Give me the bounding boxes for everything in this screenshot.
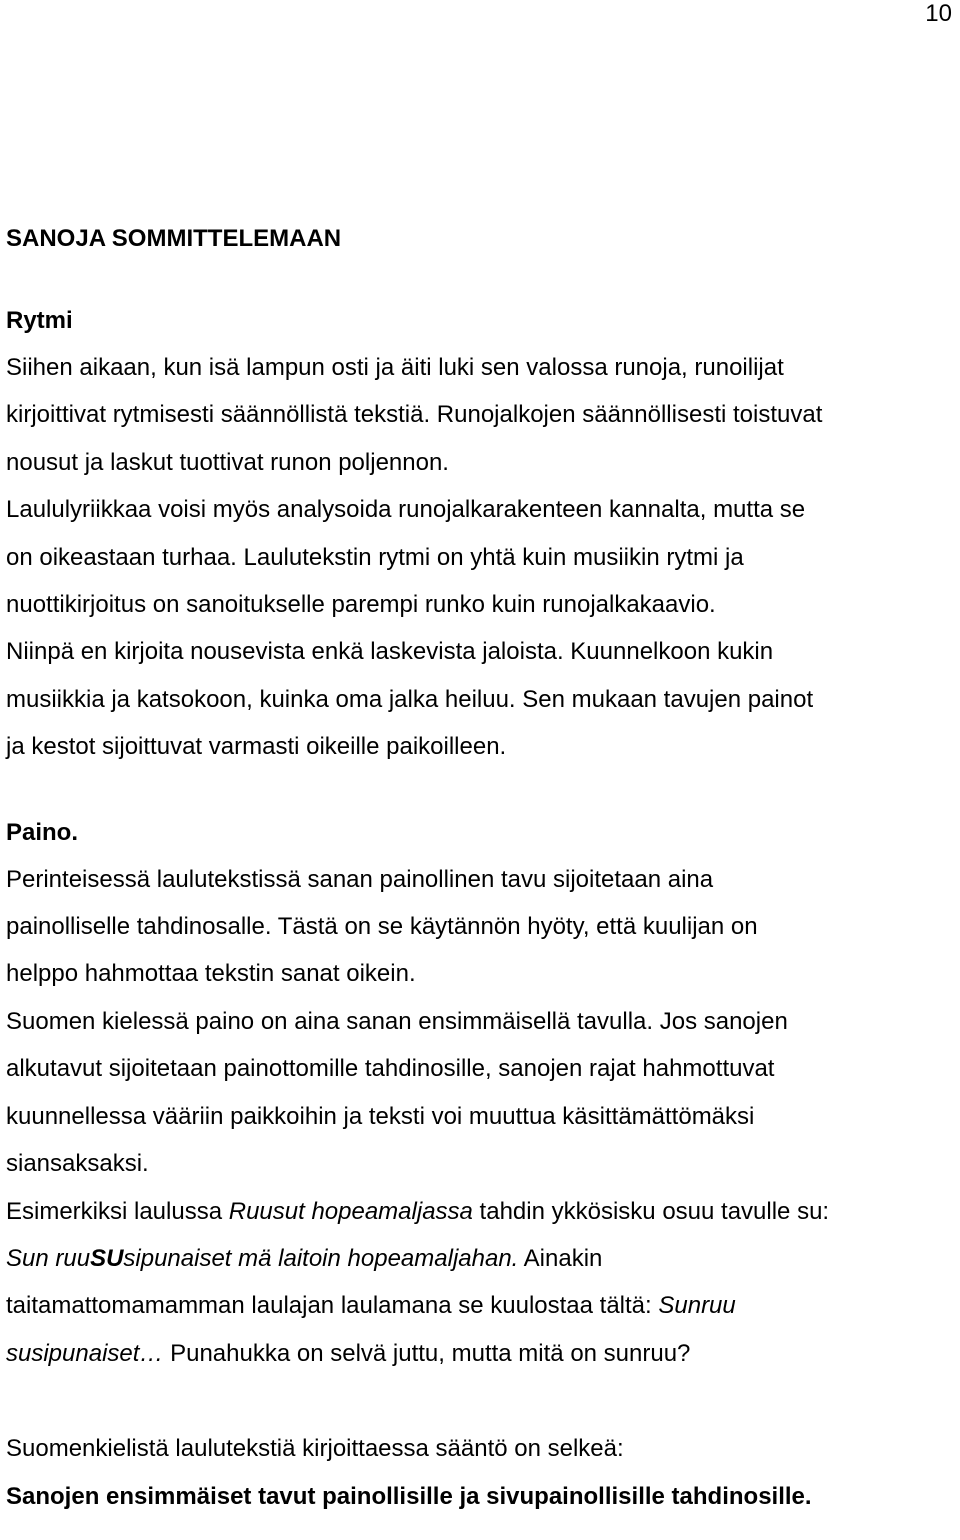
document-title: SANOJA SOMMITTELEMAAN — [6, 225, 342, 252]
example-line-2 — [6, 1235, 958, 1282]
example-text: Ainakin — [518, 1244, 603, 1272]
conclusion-intro: Suomenkielistä laulutekstiä kirjoittaessa sääntö on selkeä: — [6, 1435, 624, 1463]
section-spacer — [6, 1377, 958, 1425]
paragraph-line: Siihen aikaan, kun isä lampun osti ja äiti luki sen valossa runoja, runoilijat — [6, 354, 784, 381]
paragraph-line: kirjoittivat rytmisesti säännöllistä tekstiä. Runojalkojen säännöllisesti toistuvat — [6, 401, 823, 429]
paragraph-line: kuunnellessa vääriin paikkoihin ja teksti voi muuttua käsittämättömäksi — [6, 1102, 755, 1130]
lyric-part: Sun ruu — [6, 1244, 91, 1272]
section-spacer — [6, 771, 958, 808]
paragraph-line: painolliselle tahdinosalle. Tästä on se käytännön hyöty, että kuulijan on — [6, 913, 758, 941]
example-line-1 — [6, 1188, 958, 1235]
paragraph-line: Suomen kielessä paino on aina sanan ensimmäisellä tavulla. Jos sanojen — [6, 1007, 788, 1035]
paragraph-line: siansaksaksi. — [6, 1150, 149, 1178]
paragraph-line: Perinteisessä laulutekstissä sanan painollinen tavu sijoitetaan aina — [6, 865, 714, 893]
section-rytmi-text — [6, 344, 958, 771]
paragraph-line: musiikkia ja katsokoon, kuinka oma jalka heiluu. Sen mukaan tavujen painot — [6, 685, 814, 713]
page-number: 10 — [925, 0, 952, 27]
section-heading-rytmi: Rytmi — [6, 307, 73, 334]
document-body — [6, 219, 958, 1520]
paragraph-line: on oikeastaan turhaa. Laulutekstin rytmi on yhtä kuin musiikin rytmi ja — [6, 543, 744, 571]
example-line-3 — [6, 1282, 958, 1329]
section-paino-text — [6, 856, 958, 1377]
paragraph-line: helppo hahmottaa tekstin sanat oikein. — [6, 960, 416, 988]
paragraph-line: Niinpä en kirjoita nousevista enkä laskevista jaloista. Kuunnelkoon kukin — [6, 638, 774, 666]
misheard-lyric: Sunruu — [658, 1292, 736, 1320]
conclusion-rule: Sanojen ensimmäiset tavut painollisille ja sivupainollisille tahdinosille. — [6, 1482, 812, 1510]
stressed-syllable: SU — [90, 1244, 124, 1272]
paragraph-line: nuottikirjoitus on sanoitukselle parempi runko kuin runojalkakaavio. — [6, 591, 716, 619]
paragraph-line: alkutavut sijoitetaan painottomille tahdinosille, sanojen rajat hahmottuvat — [6, 1055, 775, 1083]
misheard-lyric: susipunaiset… — [6, 1339, 171, 1367]
paragraph-line: nousut ja laskut tuottivat runon poljennon. — [6, 448, 449, 476]
lyric-quote — [6, 1245, 518, 1272]
paragraph-line: ja kestot sijoittuvat varmasti oikeille paikoilleen. — [6, 733, 507, 761]
section-heading-paino: Paino. — [6, 818, 79, 846]
example-line-4 — [6, 1330, 958, 1377]
conclusion — [6, 1425, 958, 1520]
paragraph-line: Laululyriikkaa voisi myös analysoida runojalkarakenteen kannalta, mutta se — [6, 496, 806, 524]
example-text: tahdin ykkösisku osuu tavulle su: — [472, 1197, 830, 1225]
example-text: Punahukka on selvä juttu, mutta mitä on sunruu? — [170, 1339, 691, 1367]
example-text: Esimerkiksi laulussa — [6, 1197, 229, 1225]
example-text: taitamattomamamman laulajan laulamana se kuulostaa tältä: — [6, 1292, 659, 1320]
song-title: Ruusut hopeamaljassa — [228, 1197, 473, 1225]
lyric-part: sipunaiset mä laitoin hopeamaljahan. — [123, 1244, 519, 1272]
